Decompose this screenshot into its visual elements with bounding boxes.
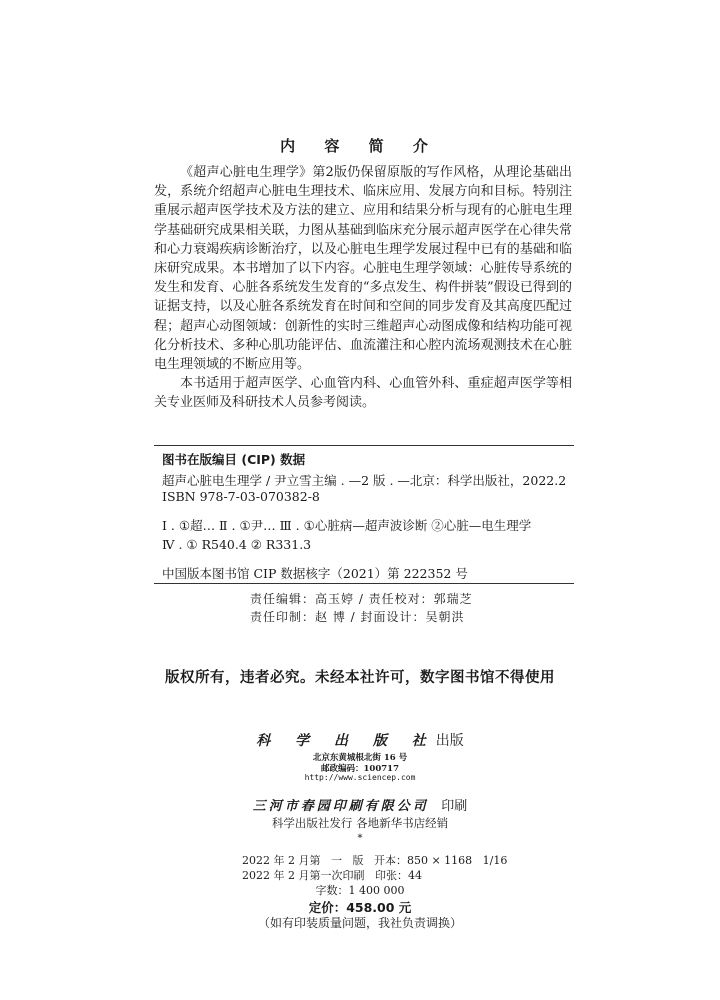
cip-classification-1: Ⅰ . ①超… Ⅱ . ①尹… Ⅲ . ①心脏病—超声波诊断 ②心脏—电生理学	[162, 518, 532, 533]
separator-star: *	[357, 833, 363, 844]
cip-isbn: ISBN 978-7-03-070382-8	[162, 489, 320, 504]
printer-name: 三河市春园印刷有限公司	[252, 799, 429, 814]
edition-line: 2022 年 2 月第 一 版 开本：850 × 1168 1/16	[242, 854, 508, 867]
cip-heading: 图书在版编目 (CIP) 数据	[162, 452, 306, 467]
summary-title: 内 容 简 介	[280, 137, 440, 155]
publisher-line	[0, 730, 720, 750]
word-count: 字数：1 400 000	[315, 884, 405, 897]
publisher-address: 北京东黄城根北街 16 号	[312, 753, 408, 763]
cip-classification-2: Ⅳ . ① R540.4 ② R331.3	[162, 537, 312, 552]
publisher-url: http://www.sciencep.com	[304, 773, 416, 782]
publisher-suffix: 出版	[435, 733, 464, 749]
summary-paragraph-2: 本书适用于超声医学、心血管内科、心血管外科、重症超声医学等相关专业医师及科研技术人员参考阅读。	[154, 376, 572, 411]
cip-bottom-rule	[154, 583, 574, 584]
printing-line: 2022 年 2 月第一次印刷 印张：44	[242, 869, 422, 882]
quality-note: （如有印装质量问题，我社负责调换）	[257, 916, 462, 930]
rights-notice: 版权所有，违者必究。未经本社许可，数字图书馆不得使用	[165, 670, 555, 686]
distribution-line: 科学出版社发行 各地新华书店经销	[271, 816, 449, 830]
price: 定价：458.00 元	[308, 900, 412, 915]
publisher-postcode: 邮政编码：100717	[321, 764, 399, 774]
printer-line	[0, 795, 720, 814]
cip-bibliographic-line: 超声心脏电生理学 / 尹立雪主编 . —2 版 . —北京：科学出版社，2022.2	[162, 473, 567, 488]
staff-production: 责任印制：赵 博 / 封面设计：吴朝洪	[250, 610, 465, 624]
cip-top-rule	[154, 445, 574, 446]
printer-suffix: 印刷	[441, 799, 468, 814]
staff-editors: 责任编辑：高玉婷 / 责任校对：郭瑞芝	[250, 592, 473, 606]
publisher-name: 科 学 出 版 社	[256, 733, 436, 749]
cip-verification: 中国版本图书馆 CIP 数据核字（2021）第 222352 号	[162, 566, 468, 581]
summary-text	[154, 163, 572, 413]
summary-paragraph-1: 《超声心脏电生理学》第2版仍保留原版的写作风格，从理论基础出发，系统介绍超声心脏电生理技术、临床应用、发展方向和目标。特别注重展示超声医学技术及方法的建立、应用和结果分析与现有的心脏电生理学基础研究成果相关联，力图从基础到临床充分展示超声医学在心律失常和心力衰竭疾病诊断治疗，以及心脏电生理学发展过程中已有的基础和临床研究成果。本书增加了以下内容。心脏电生理学领域：心脏传导系统的发生和发育、心脏各系统发生发育的“多点发生、构件拼装”假设已得到的证据支持，以及心脏各系统发育在时间和空间的同步发育及其高度匹配过程；超声心动图领域：创新性的实时三维超声心动图成像和结构功能可视化分析技术、多种心肌功能评估、血流灌注和心腔内流场观测技术在心脏电生理领域的不断应用等。	[154, 165, 572, 373]
